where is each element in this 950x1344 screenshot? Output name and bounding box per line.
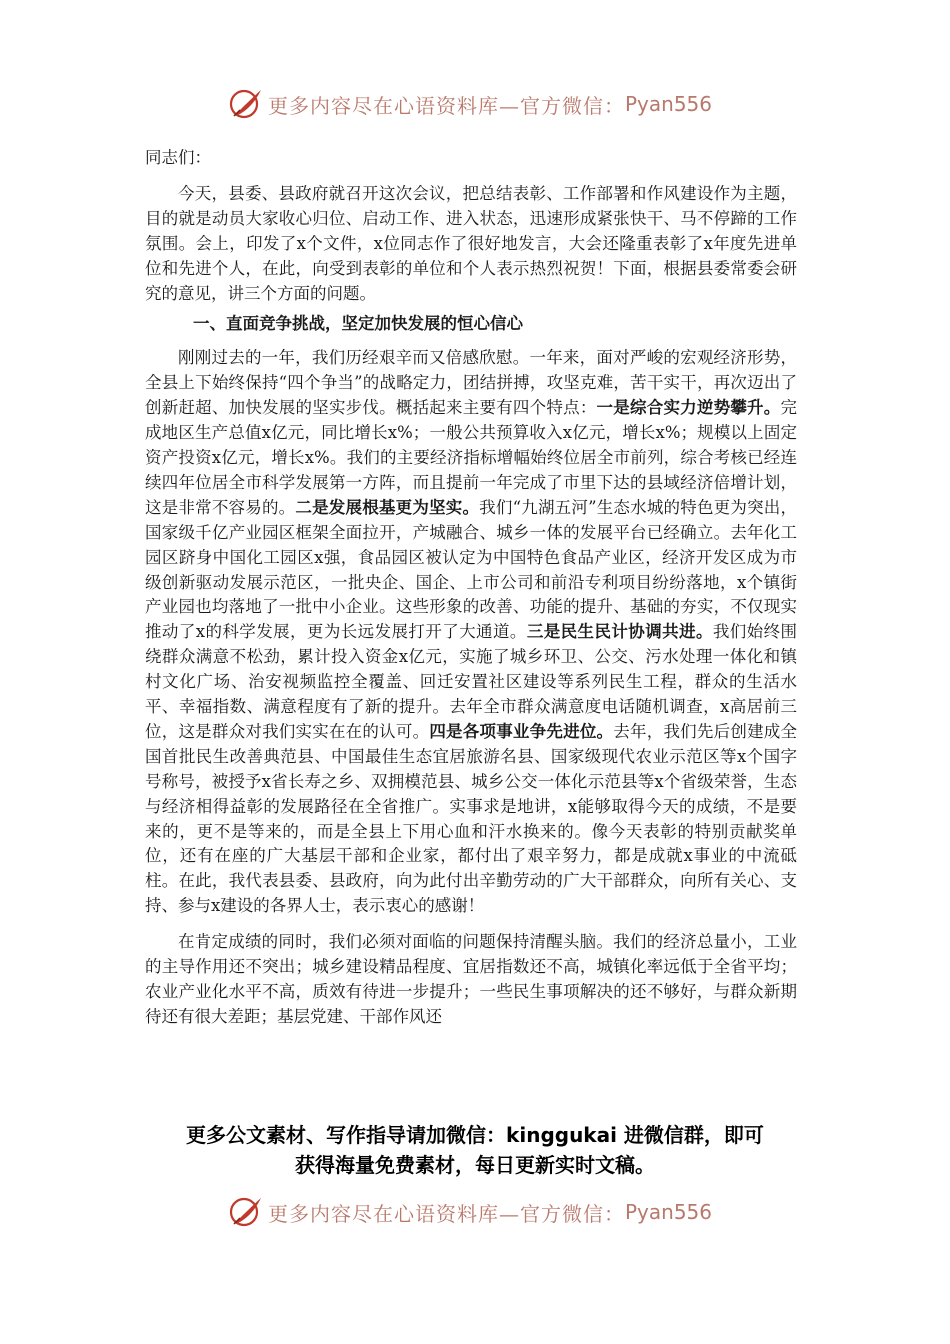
- problems-paragraph: 在肯定成绩的同时，我们必须对面临的问题保持清醒头脑。我们的经济总量小，工业的主导作用还不突出；城乡建设精品程度、宜居指数还不高，城镇化率远低于全省平均；农业产业化水平不高，质效有待进一步提升；一些民生事项解决的还不够好，与群众新期待还有很大差距；基层党建、干部作风还: [145, 932, 797, 1026]
- achievements-intro: 刚刚过去的一年，我们历经艰辛而又倍感欣慰。一年来，面对严峻的宏观经济形势，全县上下始终保持“四个争当”的战略定力，团结拼搏，攻坚克难，苦干实干，再次迈出了创新赶超、加快发展的坚实步伐。概括起来主要有四个特点：: [145, 348, 797, 418]
- promo-line-1: 更多公文素材、写作指导请加微信：kinggukai 进微信群，即可: [186, 1123, 764, 1147]
- document-body: [145, 146, 797, 1030]
- watermark-footer: [228, 1192, 748, 1232]
- point-2-heading: 二是发展根基更为坚实。: [295, 497, 480, 517]
- point-3-heading: 三是民生民计协调共进。: [526, 622, 713, 642]
- point-1-text: 完成地区生产总值x亿元，同比增长x%；一般公共预算收入x亿元，增长x%；规模以上固定资产投资x亿元，增长x%。我们的主要经济指标增幅始终位居全市前列，综合考核已经连续四年位居全市科学发展第一方阵，而且提前一年完成了市里下达的县域经济倍增计划，这是非常不容易的。: [145, 398, 798, 517]
- watermark-header: [228, 84, 748, 124]
- achievements-paragraph: [145, 346, 797, 919]
- point-3-text: 我们始终围绕群众满意不松劲，累计投入资金x亿元，实施了城乡环卫、公交、污水处理一体化和镇村文化广场、治安视频监控全覆盖、回迁安置社区建设等系列民生工程，群众的生活水平、幸福指数、满意程度有了新的提升。去年全市群众满意度电话随机调查，x高居前三位，这是群众对我们实实在在的认可。: [145, 622, 798, 741]
- watermark-id: Pyan556: [625, 1200, 713, 1224]
- promo-line-2: 获得海量免费素材，每日更新实时文稿。: [295, 1153, 655, 1177]
- watermark-id: Pyan556: [625, 92, 713, 116]
- point-2-text: 我们“九湖五河”生态水城的特色更为突出，国家级千亿产业园区框架全面拉开，产城融合、城乡一体的发展平台已经确立。去年化工园区跻身中国化工园区x强，食品园区被认定为中国特色食品产业区，经济开发区成为市级创新驱动发展示范区，一批央企、国企、上市公司和前沿专利项目纷纷落地，x个镇街产业园也均落地了一批中小企业。这些形象的改善、功能的提升、基础的夯实，不仅现实推动了x的科学发展，更为长远发展打开了大通道。: [145, 497, 798, 642]
- salutation: 同志们：: [145, 148, 211, 167]
- point-4-heading: 四是各项事业争先进位。: [429, 721, 614, 741]
- intro-paragraph: 今天，县委、县政府就召开这次会议，把总结表彰、工作部署和作风建设作为主题，目的就是动员大家收心归位、启动工作、进入状态，迅速形成紧张快干、马不停蹄的工作氛围。会上，印发了x个文件，x位同志作了很好地发言，大会还隆重表彰了x年度先进单位和先进个人，在此，向受到表彰的单位和个人表示热烈祝贺！下面，根据县委常委会研究的意见，讲三个方面的问题。: [145, 183, 797, 303]
- promo-banner: [130, 1120, 820, 1180]
- watermark-text: 更多内容尽在心语资料库—官方微信：: [268, 93, 625, 118]
- watermark-text: 更多内容尽在心语资料库—官方微信：: [268, 1201, 625, 1226]
- point-4-text: 去年，我们先后创建成全国首批民生改善典范县、中国最佳生态宜居旅游名县、国家级现代农业示范区等x个国字号称号，被授予x省长寿之乡、双拥模范县、城乡公交一体化示范县等x个省级荣誉，生态与经济相得益彰的发展路径在全省推广。实事求是地讲，x能够取得今天的成绩，不是要来的，更不是等来的，而是全县上下用心血和汗水换来的。像今天表彰的特别贡献奖单位，还有在座的广大基层干部和企业家，都付出了艰辛努力，都是成就x事业的中流砥柱。在此，我代表县委、县政府，向为此付出辛勤劳动的广大干部群众，向所有关心、支持、参与x建设的各界人士，表示衷心的感谢！: [145, 721, 798, 916]
- quill-logo-icon: [228, 1194, 264, 1230]
- quill-logo-icon: [228, 86, 264, 122]
- section-heading-1: 一、直面竞争挑战，坚定加快发展的恒心信心: [193, 314, 523, 334]
- point-1-heading: 一是综合实力逆势攀升。: [596, 398, 781, 418]
